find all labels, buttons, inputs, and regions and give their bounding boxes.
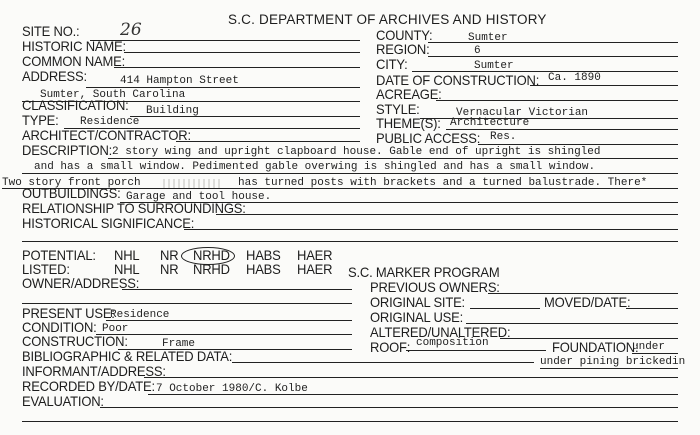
county-line [428, 42, 678, 43]
architect-line [176, 141, 360, 142]
potential-habs: HABS [246, 247, 281, 264]
region-label: REGION: [376, 41, 430, 58]
potential-nrhd: NRHD [193, 247, 230, 264]
moved-date-label: MOVED/DATE: [544, 294, 631, 311]
construction-value: Frame [162, 338, 196, 350]
common-name-label: COMMON NAME: [22, 53, 126, 70]
public-access-label: PUBLIC ACCESS: [376, 130, 481, 147]
classification-line [130, 116, 360, 117]
original-site-label: ORIGINAL SITE: [370, 294, 465, 311]
foundation-rule2 [540, 368, 678, 369]
form-title: S.C. DEPARTMENT OF ARCHIVES AND HISTORY [228, 12, 547, 27]
acreage-line [436, 100, 678, 101]
date-of-construction-label: DATE OF CONSTRUCTION: [376, 72, 540, 89]
description-label: DESCRIPTION: [22, 142, 113, 159]
architect-label: ARCHITECT/CONTRACTOR: [22, 127, 191, 144]
moved-date-line [626, 308, 678, 309]
description-line1-value: 2 story wing and upright clapboard house. Gable end of upright is shingled [112, 146, 601, 158]
listed-nr: NR [160, 261, 179, 278]
altered-label: ALTERED/UNALTERED: [370, 324, 511, 341]
foundation-label: FOUNDATION: [552, 339, 639, 356]
historical-significance-rule2 [22, 241, 678, 242]
evaluation-rule2 [22, 421, 678, 422]
site-no-line [90, 40, 360, 41]
owner-address-label: OWNER/ADDRESS: [22, 275, 140, 292]
address-line1-value: 414 Hampton Street [120, 75, 239, 87]
type-label: TYPE: [22, 112, 59, 129]
description-rule2 [22, 173, 678, 174]
description-line2-value: and has a small window. Pedimented gable overwing is shingled and has a small window. [34, 161, 596, 173]
foundation-line [632, 353, 678, 354]
classification-value: Building [146, 105, 199, 117]
date-of-construction-value: Ca. 1890 [548, 72, 601, 84]
roof-line [406, 350, 546, 351]
acreage-label: ACREAGE: [376, 86, 442, 103]
marker-program-label: S.C. MARKER PROGRAM [348, 264, 500, 281]
original-use-label: ORIGINAL USE: [370, 309, 463, 326]
outbuildings-value: Garage and tool house. [126, 191, 272, 203]
potential-nhl: NHL [114, 247, 140, 264]
historic-name-line [124, 52, 360, 53]
address-line1-rule [86, 87, 360, 88]
recorded-by-line [148, 394, 678, 395]
public-access-value: Res. [490, 131, 517, 143]
site-no-value: 26 [120, 20, 142, 40]
owner-address-rule2 [22, 303, 352, 304]
relationship-line [216, 214, 678, 215]
description-rule1 [108, 158, 678, 159]
relationship-label: RELATIONSHIP TO SURROUNDINGS: [22, 200, 246, 217]
bibliographic-line [232, 362, 534, 363]
outbuildings-label: OUTBUILDINGS: [22, 185, 121, 202]
recorded-by-value: 7 October 1980/C. Kolbe [156, 383, 308, 395]
themes-value: Architecture [450, 117, 530, 129]
themes-line [446, 129, 678, 130]
description-line3b-value: has turned posts with brackets and a turned balustrade. There* [238, 177, 648, 189]
previous-owners-label: PREVIOUS OWNERS: [370, 279, 500, 296]
historical-significance-label: HISTORICAL SIGNIFICANCE: [22, 215, 195, 232]
style-label: STYLE: [376, 101, 420, 118]
roof-value: composition [416, 337, 489, 349]
potential-haer: HAER [297, 247, 333, 264]
historical-significance-line [184, 229, 678, 230]
smudge-mark [163, 179, 221, 188]
style-value: Vernacular Victorian [456, 107, 589, 119]
historic-name-label: HISTORIC NAME: [22, 38, 126, 55]
listed-haer: HAER [297, 261, 333, 278]
county-label: COUNTY: [376, 27, 433, 44]
description-line3a-value: Two story front porch [2, 177, 141, 189]
owner-address-line [122, 289, 352, 290]
evaluation-line [100, 407, 678, 408]
classification-label: CLASSIFICATION: [22, 97, 129, 114]
roof-label: ROOF: [370, 339, 411, 356]
bibliographic-label: BIBLIOGRAPHIC & RELATED DATA: [22, 348, 233, 365]
present-use-label: PRESENT USE: [22, 305, 115, 322]
region-value: 6 [474, 45, 481, 57]
condition-line [96, 334, 352, 335]
original-site-line [470, 308, 540, 309]
recorded-by-label: RECORDED BY/DATE: [22, 378, 155, 395]
city-value: Sumter [474, 60, 514, 72]
condition-value: Poor [102, 323, 129, 335]
listed-habs: HABS [246, 261, 281, 278]
region-line [428, 56, 678, 57]
type-value: Residence [80, 116, 140, 128]
present-use-line [106, 320, 352, 321]
city-label: CITY: [376, 56, 408, 73]
potential-nr: NR [160, 247, 179, 264]
foundation-value-line2: under pining brickedin [540, 356, 686, 368]
themes-label: THEME(S): [376, 115, 441, 132]
informant-label: INFORMANT/ADDRESS: [22, 363, 166, 380]
date-of-construction-line [530, 85, 678, 86]
present-use-value: Residence [110, 309, 170, 321]
listed-label: LISTED: [22, 261, 70, 278]
site-no-label: SITE NO.: [22, 23, 80, 40]
public-access-line [478, 144, 678, 145]
address-label: ADDRESS: [22, 68, 87, 85]
construction-label: CONSTRUCTION: [22, 333, 128, 350]
address-line2-value: Sumter, South Carolina [40, 89, 186, 101]
county-value: Sumter [468, 32, 508, 44]
potential-label: POTENTIAL: [22, 247, 96, 264]
evaluation-label: EVALUATION: [22, 393, 104, 410]
foundation-value-line1: under [632, 341, 666, 353]
listed-nhl: NHL [114, 261, 140, 278]
condition-label: CONDITION: [22, 319, 97, 336]
listed-nrhd: NRHD [193, 261, 230, 278]
common-name-line [114, 67, 360, 68]
informant-line [144, 377, 678, 378]
